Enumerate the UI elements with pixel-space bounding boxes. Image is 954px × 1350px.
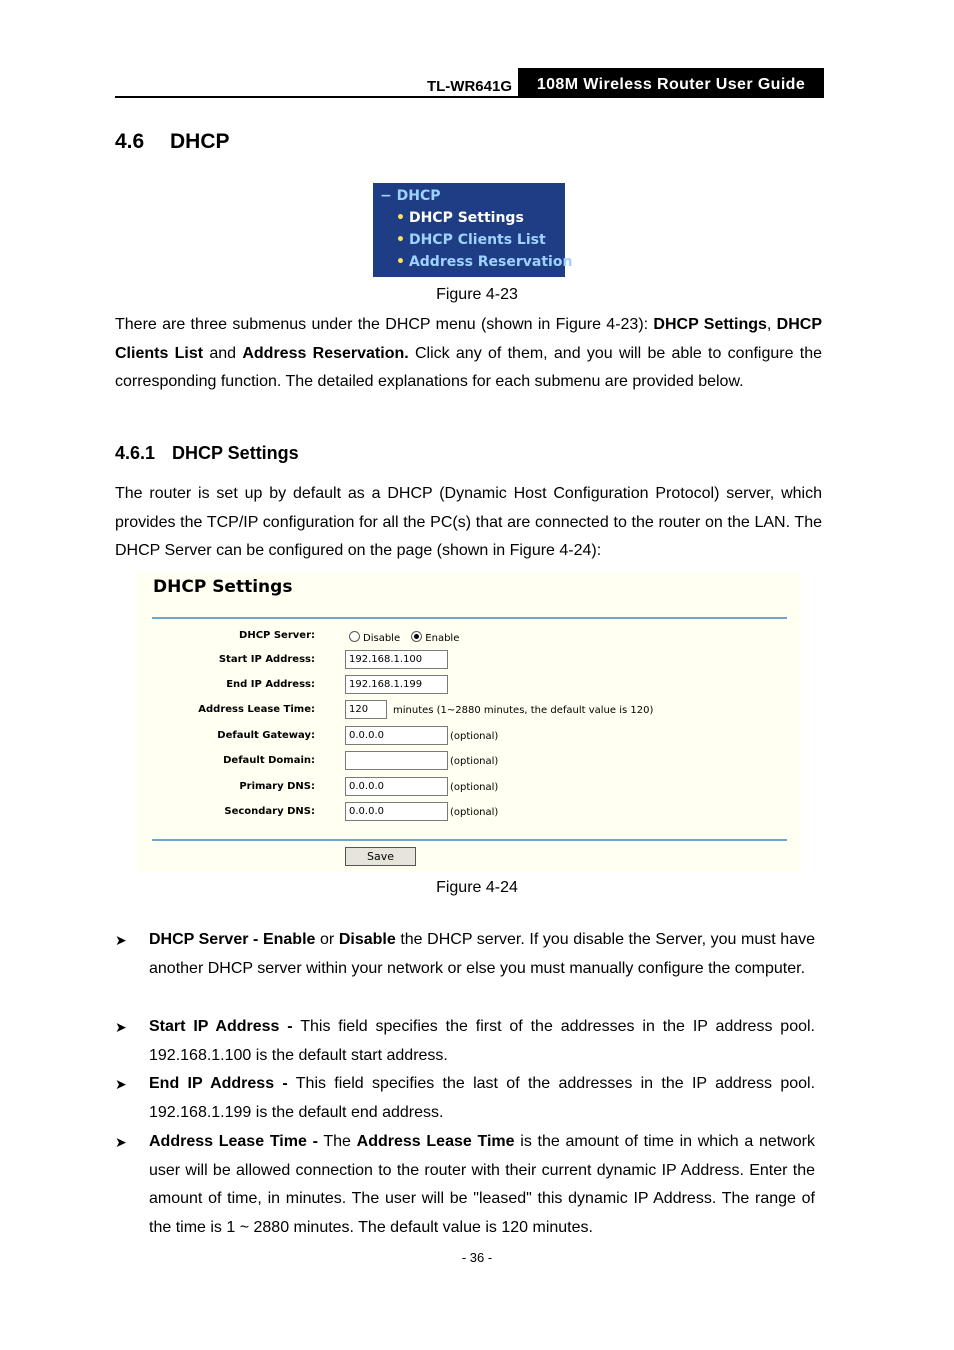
- arrow-bullet-icon: ➤: [115, 1019, 127, 1035]
- disable-radio[interactable]: [349, 631, 360, 642]
- intro-paragraph: There are three submenus under the DHCP menu (shown in Figure 4-23): DHCP Settings, DHCP Clients List and Address Reservation. Click any of them, and you will be able to configure the corresponding function. The detailed explanations for each submenu are provided below.: [115, 316, 823, 391]
- start-ip-label: Start IP Address:: [218, 654, 315, 665]
- list-item: ➤ DHCP Server - Enable or Disable the DHCP server. If you disable the Server, you must have another DHCP server within your network or else you must manually configure the computer.: [115, 926, 815, 983]
- optional-note: (optional): [450, 731, 499, 742]
- section-heading: [115, 130, 230, 154]
- section-title: DHCP: [170, 130, 230, 153]
- bullet-icon: •: [396, 232, 405, 248]
- row-dhcp-server: [136, 626, 801, 648]
- enable-radio[interactable]: [411, 631, 422, 642]
- optional-note: (optional): [450, 807, 499, 818]
- lease-time-input[interactable]: 120: [345, 700, 387, 719]
- row-start-ip: [136, 650, 801, 672]
- header-guide-title: 108M Wireless Router User Guide: [518, 68, 824, 96]
- menu-item-dhcp-clients-list[interactable]: • DHCP Clients List: [396, 232, 546, 248]
- default-domain-input[interactable]: [345, 751, 448, 770]
- default-gateway-label: Default Gateway:: [217, 730, 315, 741]
- disable-label: Disable: [363, 633, 401, 644]
- dhcp-server-label: DHCP Server:: [239, 630, 315, 641]
- section-number: 4.6: [115, 130, 145, 153]
- divider: [152, 839, 787, 841]
- enable-label: Enable: [425, 633, 460, 644]
- row-secondary-dns: [136, 802, 801, 824]
- collapse-icon: −: [380, 188, 392, 204]
- arrow-bullet-icon: ➤: [115, 1076, 127, 1092]
- divider: [152, 617, 787, 619]
- default-domain-label: Default Domain:: [223, 755, 315, 766]
- start-ip-input[interactable]: 192.168.1.100: [345, 650, 448, 669]
- form-title: DHCP Settings: [153, 577, 293, 597]
- dhcp-settings-figure: [136, 572, 801, 872]
- menu-item-address-reservation[interactable]: • Address Reservation: [396, 254, 573, 270]
- figure-caption-4-23: Figure 4-23: [436, 286, 518, 303]
- figure-caption-4-24: Figure 4-24: [436, 879, 518, 896]
- bullet-icon: •: [396, 254, 405, 270]
- lease-time-note: minutes (1~2880 minutes, the default value is 120): [393, 705, 654, 716]
- description-paragraph: The router is set up by default as a DHCP (Dynamic Host Configuration Protocol) server, which provides the TCP/IP configuration for all the PC(s) that are connected to the router on the LAN. The DHCP Server can be configured on the page (shown in Figure 4-24):: [115, 485, 822, 560]
- row-default-gateway: [136, 726, 801, 748]
- menu-dhcp[interactable]: − DHCP: [380, 188, 441, 204]
- optional-note: (optional): [450, 782, 499, 793]
- row-end-ip: [136, 675, 801, 697]
- subsection-number: 4.6.1: [115, 443, 156, 463]
- header-model: TL-WR641G: [426, 78, 512, 95]
- optional-note: (optional): [450, 756, 499, 767]
- menu-item-dhcp-settings[interactable]: • DHCP Settings: [396, 210, 524, 226]
- running-header: [115, 68, 824, 98]
- primary-dns-label: Primary DNS:: [239, 781, 315, 792]
- secondary-dns-label: Secondary DNS:: [224, 806, 315, 817]
- dhcp-menu-figure: [373, 183, 573, 277]
- save-button[interactable]: Save: [345, 847, 416, 866]
- arrow-bullet-icon: ➤: [115, 932, 127, 948]
- row-default-domain: [136, 751, 801, 773]
- primary-dns-input[interactable]: 0.0.0.0: [345, 777, 448, 796]
- subsection-heading: [115, 443, 299, 464]
- subsection-title: DHCP Settings: [172, 443, 299, 463]
- default-gateway-input[interactable]: 0.0.0.0: [345, 726, 448, 745]
- page-number: - 36 -: [461, 1250, 493, 1265]
- row-primary-dns: [136, 777, 801, 799]
- lease-time-label: Address Lease Time:: [198, 704, 315, 715]
- end-ip-label: End IP Address:: [226, 679, 315, 690]
- list-item: ➤ Start IP Address - This field specifies the first of the addresses in the IP address pool. 192.168.1.100 is the default start address.: [115, 1013, 815, 1070]
- secondary-dns-input[interactable]: 0.0.0.0: [345, 802, 448, 821]
- list-item: ➤ Address Lease Time - The Address Lease Time is the amount of time in which a network user will be allowed connection to the router with their current dynamic IP Address. Enter the amount of time, in minutes. The user will be "leased" this dynamic IP Address. The range of the time is 1 ~ 2880 minutes. The default value is 120 minutes.: [115, 1128, 815, 1243]
- arrow-bullet-icon: ➤: [115, 1134, 127, 1150]
- end-ip-input[interactable]: 192.168.1.199: [345, 675, 448, 694]
- row-lease-time: [136, 700, 801, 722]
- bullet-icon: •: [396, 210, 405, 226]
- list-item: ➤ End IP Address - This field specifies the last of the addresses in the IP address pool. 192.168.1.199 is the default end address.: [115, 1070, 815, 1127]
